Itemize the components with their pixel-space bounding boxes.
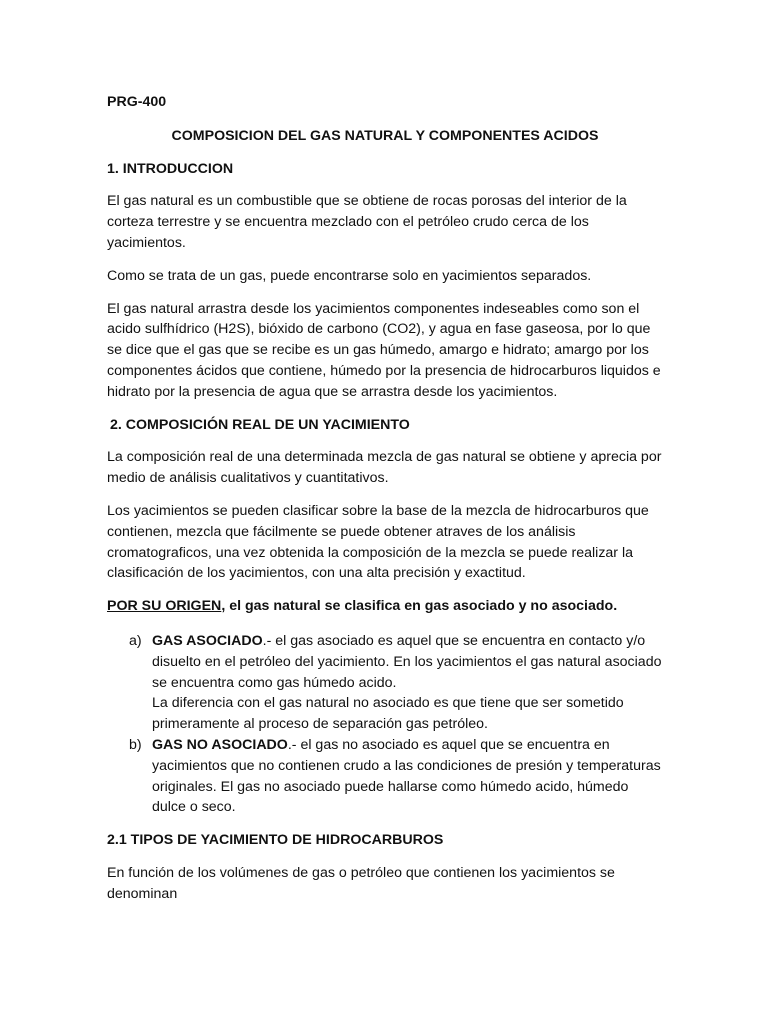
term-gas-asociado: GAS ASOCIADO xyxy=(152,632,263,649)
origin-label: POR SU ORIGEN xyxy=(107,598,222,615)
list-item-gas-no-asociado xyxy=(107,735,663,818)
origin-classification xyxy=(107,596,663,617)
document-page xyxy=(107,92,663,917)
list-marker: a) xyxy=(129,632,142,649)
definition-gas-no-asociado: .- el gas no asociado es aquel que se encuentra en yacimientos que no contienen crudo a las condiciones de presión y temperaturas originales. El gas no asociado puede hallarse como húmedo acido, húmedo dulce o seco. xyxy=(152,736,661,816)
section-2-1-paragraph: En función de los volúmenes de gas o petróleo que contienen los yacimientos se denominan xyxy=(107,864,615,902)
section-2-paragraph-2: Los yacimientos se pueden clasificar sobre la base de la mezcla de hidrocarburos que contienen, mezcla que fácilmente se puede obtener atraves de los análisis cromatograficos, una vez obtenida la composición de la mezcla se puede realizar la clasificación de los yacimientos, con una alta precisión y exactitud. xyxy=(107,502,649,582)
section-1-paragraph-1: El gas natural es un combustible que se obtiene de rocas porosas del interior de la corteza terrestre y se encuentra mezclado con el petróleo crudo cerca de los yacimientos. xyxy=(107,193,627,251)
definition-gas-asociado: .- el gas asociado es aquel que se encuentra en contacto y/o disuelto en el petróleo del yacimiento. En los yacimientos el gas natural asociado se encuentra como gas húmedo acido. xyxy=(152,632,662,691)
origin-rest: , el gas natural se clasifica en gas asociado y no asociado. xyxy=(221,598,618,615)
list-item-gas-asociado xyxy=(107,631,663,735)
section-2-paragraph-1: La composición real de una determinada mezcla de gas natural se obtiene y aprecia por medio de análisis cualitativos y cuantitativos. xyxy=(107,449,662,487)
term-gas-no-asociado: GAS NO ASOCIADO xyxy=(152,736,288,753)
section-2-heading: 2. COMPOSICIÓN REAL DE UN YACIMIENTO xyxy=(110,416,410,433)
list-marker: b) xyxy=(129,736,142,753)
section-1-paragraph-3: El gas natural arrastra desde los yacimientos componentes indeseables como son el acido sulfhídrico (H2S), bióxido de carbono (CO2), y agua en fase gaseosa, por lo que se dice que el gas que se recibe es un gas húmedo, amargo e hidrato; amargo por los componentes ácidos que contiene, húmedo por la presencia de hidrocarburos liquidos e hidrato por la presencia de agua que se arrastra desde los yacimientos. xyxy=(107,300,661,400)
section-1-heading: 1. INTRODUCCION xyxy=(107,160,234,177)
document-code: PRG-400 xyxy=(107,94,167,110)
extra-gas-asociado: La diferencia con el gas natural no asociado es que tiene que ser sometido primeramente al proceso de separación gas petróleo. xyxy=(152,695,624,733)
document-title: COMPOSICION DEL GAS NATURAL Y COMPONENTES ACIDOS xyxy=(171,127,599,144)
gas-type-list xyxy=(107,631,663,818)
section-2-1-heading: 2.1 TIPOS DE YACIMIENTO DE HIDROCARBUROS xyxy=(107,832,444,849)
section-1-paragraph-2: Como se trata de un gas, puede encontrarse solo en yacimientos separados. xyxy=(107,267,592,284)
